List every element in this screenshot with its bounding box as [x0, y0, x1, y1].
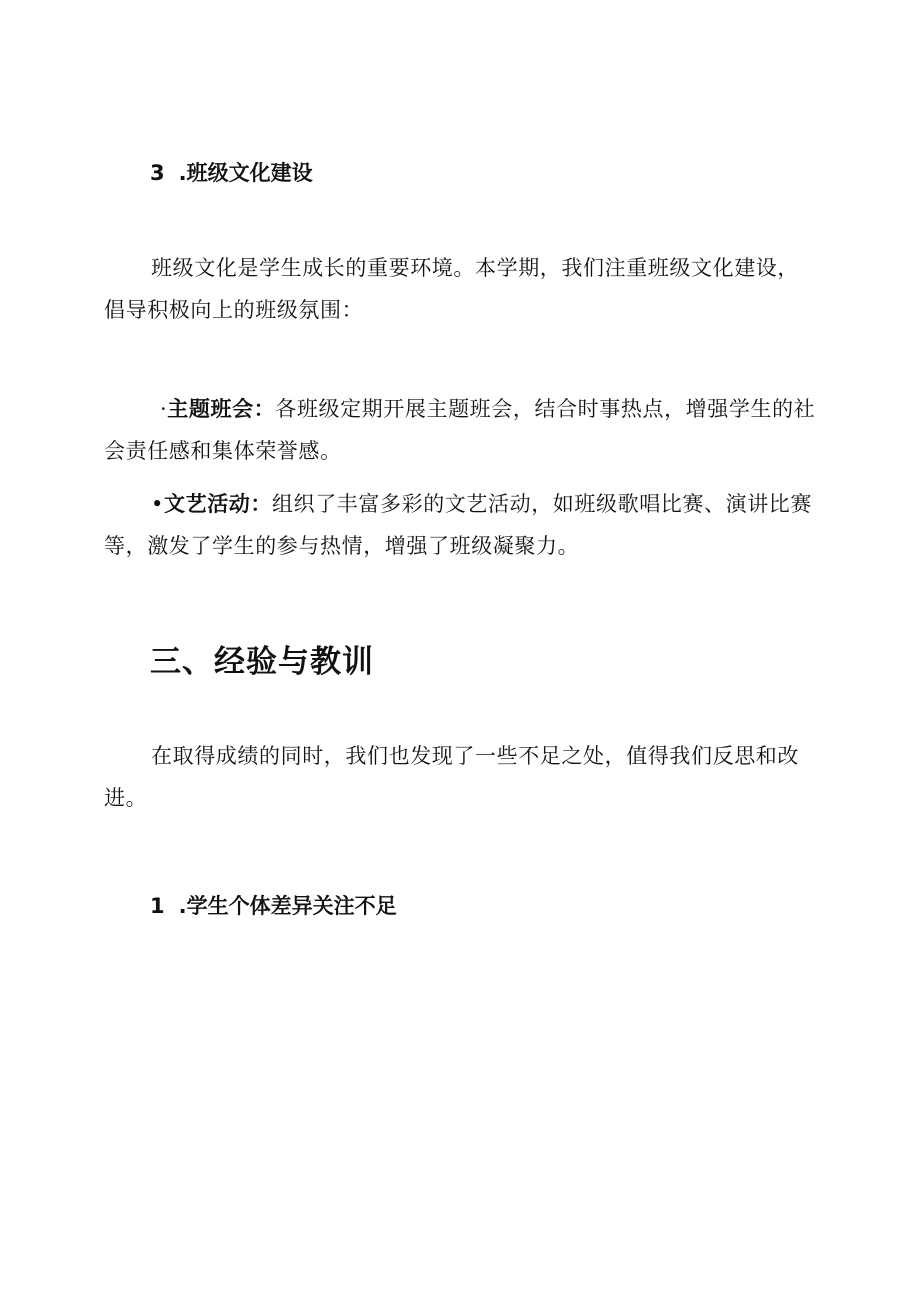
chapter-intro-paragraph: 在取得成绩的同时，我们也发现了一些不足之处，值得我们反思和改进。 — [104, 744, 799, 810]
bullet-marker: • — [151, 492, 164, 516]
bullet-label: 主题班会： — [167, 397, 276, 421]
bullet-text: 各班级定期开展主题班会，结合时事热点，增强学生的社会责任感和集体荣誉感。 — [104, 397, 816, 463]
section-number: 3 — [150, 161, 165, 185]
subsection-title: .学生个体差异关注不足 — [178, 894, 397, 918]
intro-paragraph: 班级文化是学生成长的重要环境。本学期，我们注重班级文化建设，倡导积极向上的班级氛围： — [104, 256, 799, 322]
section-title: .班级文化建设 — [178, 161, 313, 185]
bullet-text: 组织了丰富多彩的文艺活动，如班级歌唱比赛、演讲比赛等，激发了学生的参与热情，增强了班级凝聚力。 — [104, 492, 812, 558]
subsection-heading-individual-differences — [150, 891, 866, 921]
bullet-marker: · — [160, 397, 168, 421]
subsection-number: 1 — [150, 894, 165, 918]
section-heading-class-culture — [150, 158, 866, 188]
bullet-label: 文艺活动： — [164, 492, 272, 516]
chapter-heading-lessons: 三、经验与教训 — [150, 644, 374, 680]
bullet-item-arts-activities — [104, 483, 820, 567]
bullet-item-theme-meeting — [104, 388, 820, 472]
